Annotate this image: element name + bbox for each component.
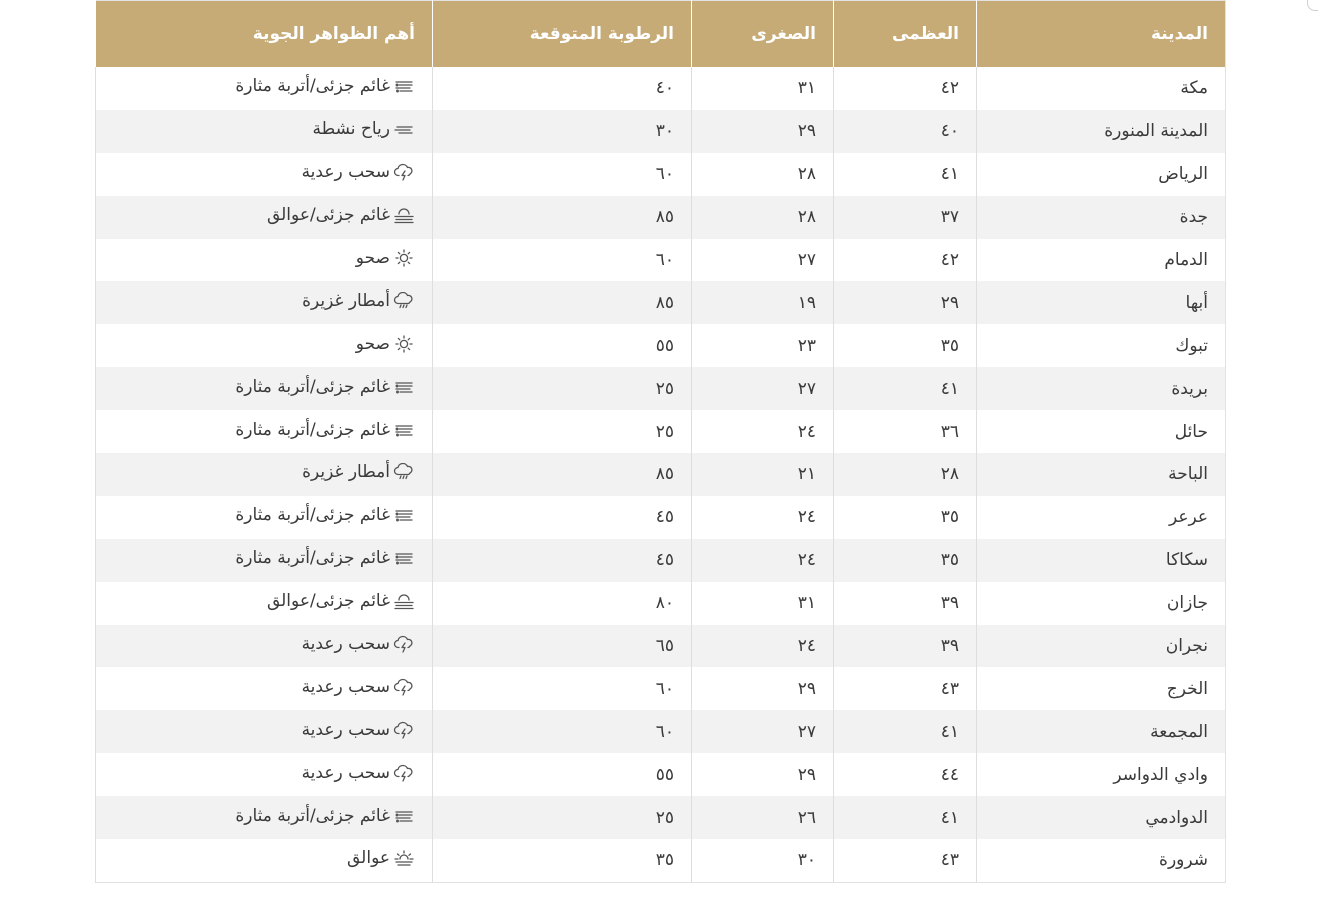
table-body <box>96 67 1226 882</box>
cell-city: سكاكا <box>977 539 1226 582</box>
phenomena-label: سحب رعدية <box>301 162 390 183</box>
phenomena-label: غائم جزئى/عوالق <box>266 591 390 612</box>
cell-phenomena <box>96 453 433 496</box>
cell-city: الرياض <box>977 153 1226 196</box>
cell-min-temp: ٢٩ <box>692 110 834 153</box>
cell-humidity: ٦٠ <box>433 153 692 196</box>
cell-max-temp: ٣٥ <box>834 539 977 582</box>
table-row <box>96 67 1226 110</box>
rain-cloud-icon <box>393 292 415 310</box>
cell-humidity: ٦٠ <box>433 667 692 710</box>
cell-city: نجران <box>977 625 1226 668</box>
phenomena-label: سحب رعدية <box>301 719 390 740</box>
sun-icon <box>393 335 415 353</box>
cell-max-temp: ٤١ <box>834 710 977 753</box>
cell-phenomena <box>96 239 433 282</box>
weather-forecast-table <box>95 0 1226 883</box>
cell-min-temp: ٢٣ <box>692 324 834 367</box>
thunder-cloud-icon <box>393 764 415 782</box>
cell-city: الباحة <box>977 453 1226 496</box>
thunder-cloud-icon <box>393 721 415 739</box>
table-row <box>96 281 1226 324</box>
table-row <box>96 410 1226 453</box>
table-row <box>96 367 1226 410</box>
cell-city: حائل <box>977 410 1226 453</box>
phenomena-content <box>235 806 415 826</box>
cell-max-temp: ٣٩ <box>834 582 977 625</box>
cell-phenomena <box>96 110 433 153</box>
table-row <box>96 153 1226 196</box>
cell-city: المجمعة <box>977 710 1226 753</box>
phenomena-content <box>356 248 415 268</box>
cell-min-temp: ٢٩ <box>692 753 834 796</box>
cell-min-temp: ٢٩ <box>692 667 834 710</box>
cell-max-temp: ٤١ <box>834 796 977 839</box>
table-row <box>96 196 1226 239</box>
cell-city: عرعر <box>977 496 1226 539</box>
dust-icon <box>393 421 415 439</box>
cell-max-temp: ٣٥ <box>834 324 977 367</box>
rain-cloud-icon <box>393 463 415 481</box>
phenomena-label: صحو <box>355 333 390 354</box>
phenomena-content <box>302 462 415 482</box>
phenomena-content <box>302 162 415 182</box>
phenomena-content <box>235 505 415 525</box>
cell-humidity: ٣٥ <box>433 839 692 882</box>
dust-icon <box>393 77 415 95</box>
phenomena-label: غائم جزئى/أتربة مثارة <box>235 548 390 569</box>
cell-city: مكة <box>977 67 1226 110</box>
haze-icon <box>393 206 415 224</box>
cell-city: الدوادمي <box>977 796 1226 839</box>
dust-icon <box>393 807 415 825</box>
dust-icon <box>393 549 415 567</box>
cell-max-temp: ٤٣ <box>834 667 977 710</box>
cell-humidity: ٣٠ <box>433 110 692 153</box>
cell-humidity: ٢٥ <box>433 796 692 839</box>
cell-max-temp: ٢٨ <box>834 453 977 496</box>
phenomena-label: غائم جزئى/أتربة مثارة <box>235 419 390 440</box>
cell-phenomena <box>96 839 433 882</box>
thunder-cloud-icon <box>393 635 415 653</box>
phenomena-content <box>267 591 415 611</box>
header-min-temp: الصغرى <box>692 1 834 68</box>
cell-min-temp: ٢٧ <box>692 239 834 282</box>
phenomena-label: أمطار غزيرة <box>302 462 390 483</box>
cell-humidity: ٨٠ <box>433 582 692 625</box>
cell-min-temp: ٢٨ <box>692 196 834 239</box>
table-row <box>96 539 1226 582</box>
cell-max-temp: ٤١ <box>834 367 977 410</box>
cell-min-temp: ٢١ <box>692 453 834 496</box>
phenomena-label: غائم جزئى/أتربة مثارة <box>235 376 390 397</box>
cell-humidity: ٦٠ <box>433 239 692 282</box>
cell-max-temp: ٣٥ <box>834 496 977 539</box>
cell-phenomena <box>96 367 433 410</box>
thunder-cloud-icon <box>393 163 415 181</box>
cell-max-temp: ٣٦ <box>834 410 977 453</box>
cell-min-temp: ٣٠ <box>692 839 834 882</box>
cell-phenomena <box>96 667 433 710</box>
phenomena-label: غائم جزئى/أتربة مثارة <box>235 805 390 826</box>
cell-min-temp: ٣١ <box>692 582 834 625</box>
table-row <box>96 239 1226 282</box>
weather-forecast-table-container <box>95 0 1225 883</box>
cell-min-temp: ٣١ <box>692 67 834 110</box>
table-row <box>96 110 1226 153</box>
cell-phenomena <box>96 281 433 324</box>
phenomena-label: سحب رعدية <box>301 634 390 655</box>
phenomena-label: سحب رعدية <box>301 676 390 697</box>
cell-phenomena <box>96 539 433 582</box>
cell-phenomena <box>96 796 433 839</box>
cell-city: أبها <box>977 281 1226 324</box>
table-row <box>96 496 1226 539</box>
cell-max-temp: ٤٠ <box>834 110 977 153</box>
cell-min-temp: ٢٧ <box>692 710 834 753</box>
cell-humidity: ٤٠ <box>433 67 692 110</box>
phenomena-label: عوالق <box>346 848 390 869</box>
header-max-temp: العظمى <box>834 1 977 68</box>
header-city: المدينة <box>977 1 1226 68</box>
phenomena-label: صحو <box>355 248 390 268</box>
cell-phenomena <box>96 196 433 239</box>
sun-haze-icon <box>393 849 415 867</box>
cell-phenomena <box>96 324 433 367</box>
table-row <box>96 453 1226 496</box>
cell-city: جدة <box>977 196 1226 239</box>
cell-city: تبوك <box>977 324 1226 367</box>
cell-min-temp: ٢٨ <box>692 153 834 196</box>
cell-min-temp: ٢٧ <box>692 367 834 410</box>
phenomena-label: غائم جزئى/أتربة مثارة <box>235 505 390 526</box>
phenomena-label: أمطار غزيرة <box>302 290 390 311</box>
cell-max-temp: ٤١ <box>834 153 977 196</box>
cell-phenomena <box>96 625 433 668</box>
phenomena-content <box>235 420 415 440</box>
cell-humidity: ٤٥ <box>433 496 692 539</box>
cell-max-temp: ٤٢ <box>834 239 977 282</box>
table-row <box>96 582 1226 625</box>
phenomena-content <box>302 291 415 311</box>
sun-icon <box>393 249 415 267</box>
cell-phenomena <box>96 496 433 539</box>
cell-city: الخرج <box>977 667 1226 710</box>
cell-min-temp: ٢٤ <box>692 410 834 453</box>
phenomena-content <box>235 548 415 568</box>
phenomena-label: سحب رعدية <box>301 762 390 783</box>
header-phenomena: أهم الظواهر الجوية <box>96 1 433 68</box>
thunder-cloud-icon <box>393 678 415 696</box>
table-header-row <box>96 1 1226 68</box>
table-row <box>96 324 1226 367</box>
cell-max-temp: ٤٤ <box>834 753 977 796</box>
cell-phenomena <box>96 582 433 625</box>
cell-min-temp: ٢٤ <box>692 539 834 582</box>
cell-city: الدمام <box>977 239 1226 282</box>
cell-city: المدينة المنورة <box>977 110 1226 153</box>
cell-max-temp: ٣٧ <box>834 196 977 239</box>
cell-min-temp: ١٩ <box>692 281 834 324</box>
cell-city: جازان <box>977 582 1226 625</box>
cell-humidity: ٢٥ <box>433 367 692 410</box>
phenomena-content <box>235 377 415 397</box>
table-row <box>96 753 1226 796</box>
cell-max-temp: ٢٩ <box>834 281 977 324</box>
phenomena-content <box>302 720 415 740</box>
page-corner-decoration <box>1307 0 1318 11</box>
cell-max-temp: ٤٣ <box>834 839 977 882</box>
cell-humidity: ٨٥ <box>433 196 692 239</box>
cell-min-temp: ٢٦ <box>692 796 834 839</box>
wind-icon <box>393 120 415 138</box>
cell-humidity: ٨٥ <box>433 453 692 496</box>
cell-phenomena <box>96 153 433 196</box>
cell-min-temp: ٢٤ <box>692 625 834 668</box>
haze-icon <box>393 592 415 610</box>
cell-phenomena <box>96 410 433 453</box>
phenomena-content <box>347 848 415 868</box>
table-row <box>96 667 1226 710</box>
cell-max-temp: ٤٢ <box>834 67 977 110</box>
phenomena-label: غائم جزئى/عوالق <box>266 205 390 226</box>
cell-phenomena <box>96 67 433 110</box>
phenomena-label: رياح نشطة <box>312 119 390 140</box>
cell-humidity: ٦٠ <box>433 710 692 753</box>
cell-max-temp: ٣٩ <box>834 625 977 668</box>
cell-phenomena <box>96 753 433 796</box>
cell-city: وادي الدواسر <box>977 753 1226 796</box>
cell-city: شرورة <box>977 839 1226 882</box>
cell-city: بريدة <box>977 367 1226 410</box>
phenomena-content <box>267 205 415 225</box>
phenomena-content <box>302 634 415 654</box>
phenomena-content <box>313 119 415 139</box>
table-row <box>96 796 1226 839</box>
table-row <box>96 710 1226 753</box>
cell-humidity: ٢٥ <box>433 410 692 453</box>
phenomena-label: غائم جزئى/أتربة مثارة <box>235 76 390 97</box>
table-row <box>96 625 1226 668</box>
cell-humidity: ٥٥ <box>433 324 692 367</box>
header-humidity: الرطوبة المتوقعة <box>433 1 692 68</box>
phenomena-content <box>302 763 415 783</box>
table-row <box>96 839 1226 882</box>
dust-icon <box>393 506 415 524</box>
phenomena-content <box>235 76 415 96</box>
cell-humidity: ٥٥ <box>433 753 692 796</box>
cell-min-temp: ٢٤ <box>692 496 834 539</box>
cell-humidity: ٦٥ <box>433 625 692 668</box>
cell-phenomena <box>96 710 433 753</box>
dust-icon <box>393 378 415 396</box>
phenomena-content <box>302 677 415 697</box>
cell-humidity: ٨٥ <box>433 281 692 324</box>
cell-humidity: ٤٥ <box>433 539 692 582</box>
phenomena-content <box>356 334 415 354</box>
